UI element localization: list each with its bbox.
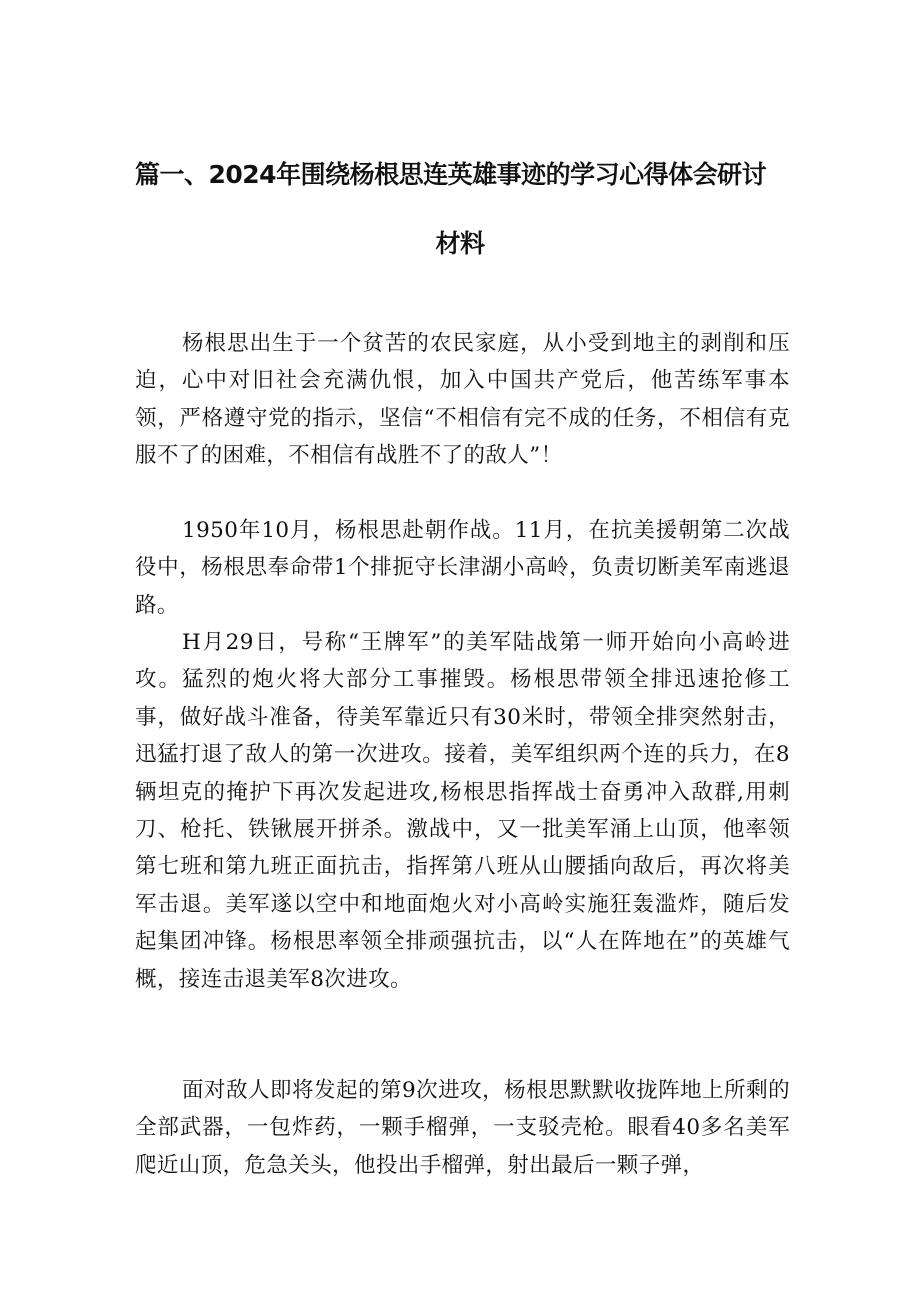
paragraph-2: 1950年10月，杨根思赴朝作战。11月，在抗美援朝第二次战役中，杨根思奉命带1个排扼守长津湖小高岭，负责切断美军南逃退路。 bbox=[135, 518, 790, 618]
document-title-line-1: 篇一、2024年围绕杨根思连英雄事迹的学习心得体会研讨 bbox=[135, 160, 767, 189]
paragraph-3: H月29日，号称“王牌军”的美军陆战第一师开始向小高岭进攻。猛烈的炮火将大部分工事摧毁。杨根思带领全排迅速抢修工事，做好战斗准备，待美军靠近只有30米时，带领全排突然射击，迅猛打退了敌人的第一次进攻。接着，美军组织两个连的兵力，在8辆坦克的掩护下再次发起进攻,杨根思指挥战士奋勇冲入敌群,用刺刀、枪托、铁锹展开拼杀。激战中，又一批美军涌上山顶，他率领第七班和第九班正面抗击，指挥第八班从山腰插向敌后，再次将美军击退。美军遂以空中和地面炮火对小高岭实施狂轰滥炸，随后发起集团冲锋。杨根思率领全排顽强抗击，以“人在阵地在”的英雄气概，接连击退美军8次进攻。 bbox=[135, 630, 790, 992]
paragraph-1: 杨根思出生于一个贫苦的农民家庭，从小受到地主的剥削和压迫，心中对旧社会充满仇恨，加入中国共产党后，他苦练军事本领，严格遵守党的指示，坚信“不相信有完不成的任务，不相信有克服不了的困难，不相信有战胜不了的敌人”！ bbox=[135, 331, 790, 469]
document-title-line-2: 材料 bbox=[435, 229, 485, 258]
paragraph-4: 面对敌人即将发起的第9次进攻，杨根思默默收拢阵地上所剩的全部武器，一包炸药，一颗手榴弹，一支驳壳枪。眼看40多名美军爬近山顶，危急关头，他投出手榴弹，射出最后一颗子弹， bbox=[135, 1078, 790, 1178]
